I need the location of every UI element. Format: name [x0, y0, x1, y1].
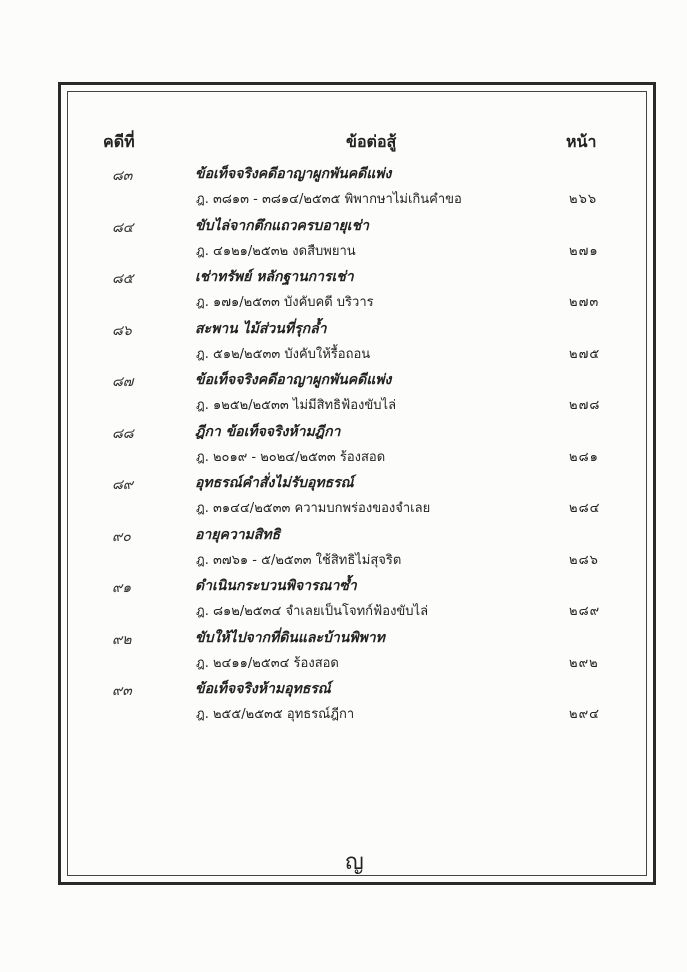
page-letter: ญ — [345, 850, 364, 875]
page-number: ๒๘๙ — [569, 604, 601, 619]
column-header-case: คดีที่ — [103, 132, 135, 151]
case-reference: ฎ. ๓๗๖๑ - ๕/๒๕๓๓ ใช้สิทธิไม่สุจริต — [196, 552, 402, 568]
case-number: ๙๐ — [112, 528, 131, 545]
page-number: ๒๙๒ — [569, 655, 599, 671]
column-header-page: หน้า — [566, 132, 597, 151]
case-issue-title: เช่าทรัพย์ หลักฐานการเช่า — [195, 269, 354, 285]
case-number: ๙๒ — [112, 631, 132, 648]
case-issue-title: ข้อเท็จจริงห้ามอุทธรณ์ — [195, 681, 331, 697]
case-issue-title: ฎีกา ข้อเท็จจริงห้ามฎีกา — [195, 423, 341, 440]
page-number: ๒๗๘ — [569, 398, 601, 413]
case-reference: ฎ. ๕๑๒/๒๕๓๓ บังคับให้รื้อถอน — [196, 346, 371, 362]
page-number: ๒๘๑ — [569, 449, 599, 465]
case-issue-title: อุทธรณ์คำสั่งไม่รับอุทธรณ์ — [195, 475, 354, 491]
case-number: ๘๔ — [112, 219, 134, 236]
case-issue-title: อายุความสิทธิ — [195, 526, 281, 543]
case-issue-title: สะพาน ไม้ส่วนที่รุกล้ำ — [195, 320, 327, 337]
case-number: ๙๑ — [112, 580, 132, 596]
case-number: ๘๖ — [112, 322, 132, 339]
page-number: ๒๗๓ — [569, 295, 600, 310]
case-reference: ฎ. ๔๑๒๑/๒๕๓๒ งดสืบพยาน — [196, 243, 356, 259]
page-number: ๒๘๔ — [569, 501, 601, 516]
page-number: ๒๙๔ — [569, 707, 600, 722]
case-number: ๘๗ — [112, 374, 134, 390]
case-issue-title: ข้อเท็จจริงคดีอาญาผูกพันคดีแพ่ง — [195, 166, 392, 182]
case-reference: ฎ. ๒๕๕/๒๕๓๕ อุทธรณ์ฎีกา — [196, 707, 355, 722]
case-reference: ฎ. ๓๑๔๔/๒๕๓๓ ความบกพร่องของจำเลย — [196, 501, 431, 516]
case-issue-title: ดำเนินกระบวนพิจารณาซ้ำ — [195, 578, 357, 594]
case-number: ๘๓ — [112, 168, 133, 184]
case-reference: ฎ. ๑๗๑/๒๕๓๓ บังคับคดี บริวาร — [196, 295, 374, 310]
column-header-issue: ข้อต่อสู้ — [346, 132, 397, 151]
case-reference: ฎ. ๘๑๒/๒๕๓๔ จำเลยเป็นโจทก์ฟ้องขับไล่ — [196, 604, 429, 619]
case-issue-title: ขับไล่จากตึกแถวครบอายุเช่า — [195, 217, 369, 234]
case-number: ๘๙ — [112, 477, 134, 493]
case-reference: ฎ. ๑๒๕๒/๒๕๓๓ ไม่มีสิทธิฟ้องขับไล่ — [196, 398, 397, 413]
case-reference: ฎ. ๒๔๑๑/๒๕๓๔ ร้องสอด — [196, 655, 339, 671]
case-reference: ฎ. ๒๐๑๙ - ๒๐๒๔/๒๕๓๓ ร้องสอด — [196, 449, 386, 465]
case-number: ๘๕ — [112, 271, 134, 287]
page-number: ๒๖๖ — [569, 192, 598, 207]
case-reference: ฎ. ๓๘๑๓ - ๓๘๑๔/๒๕๓๕ พิพากษาไม่เกินคำขอ — [196, 192, 462, 207]
page-number: ๒๘๖ — [569, 552, 599, 568]
page-number: ๒๗๕ — [569, 346, 601, 362]
case-number: ๙๓ — [112, 683, 132, 699]
case-issue-title: ขับให้ไปจากที่ดินและบ้านพิพาท — [195, 629, 385, 646]
case-issue-title: ข้อเท็จจริงคดีอาญาผูกพันคดีแพ่ง — [195, 372, 392, 388]
page-number: ๒๗๑ — [569, 243, 599, 259]
case-number: ๘๘ — [112, 425, 134, 442]
